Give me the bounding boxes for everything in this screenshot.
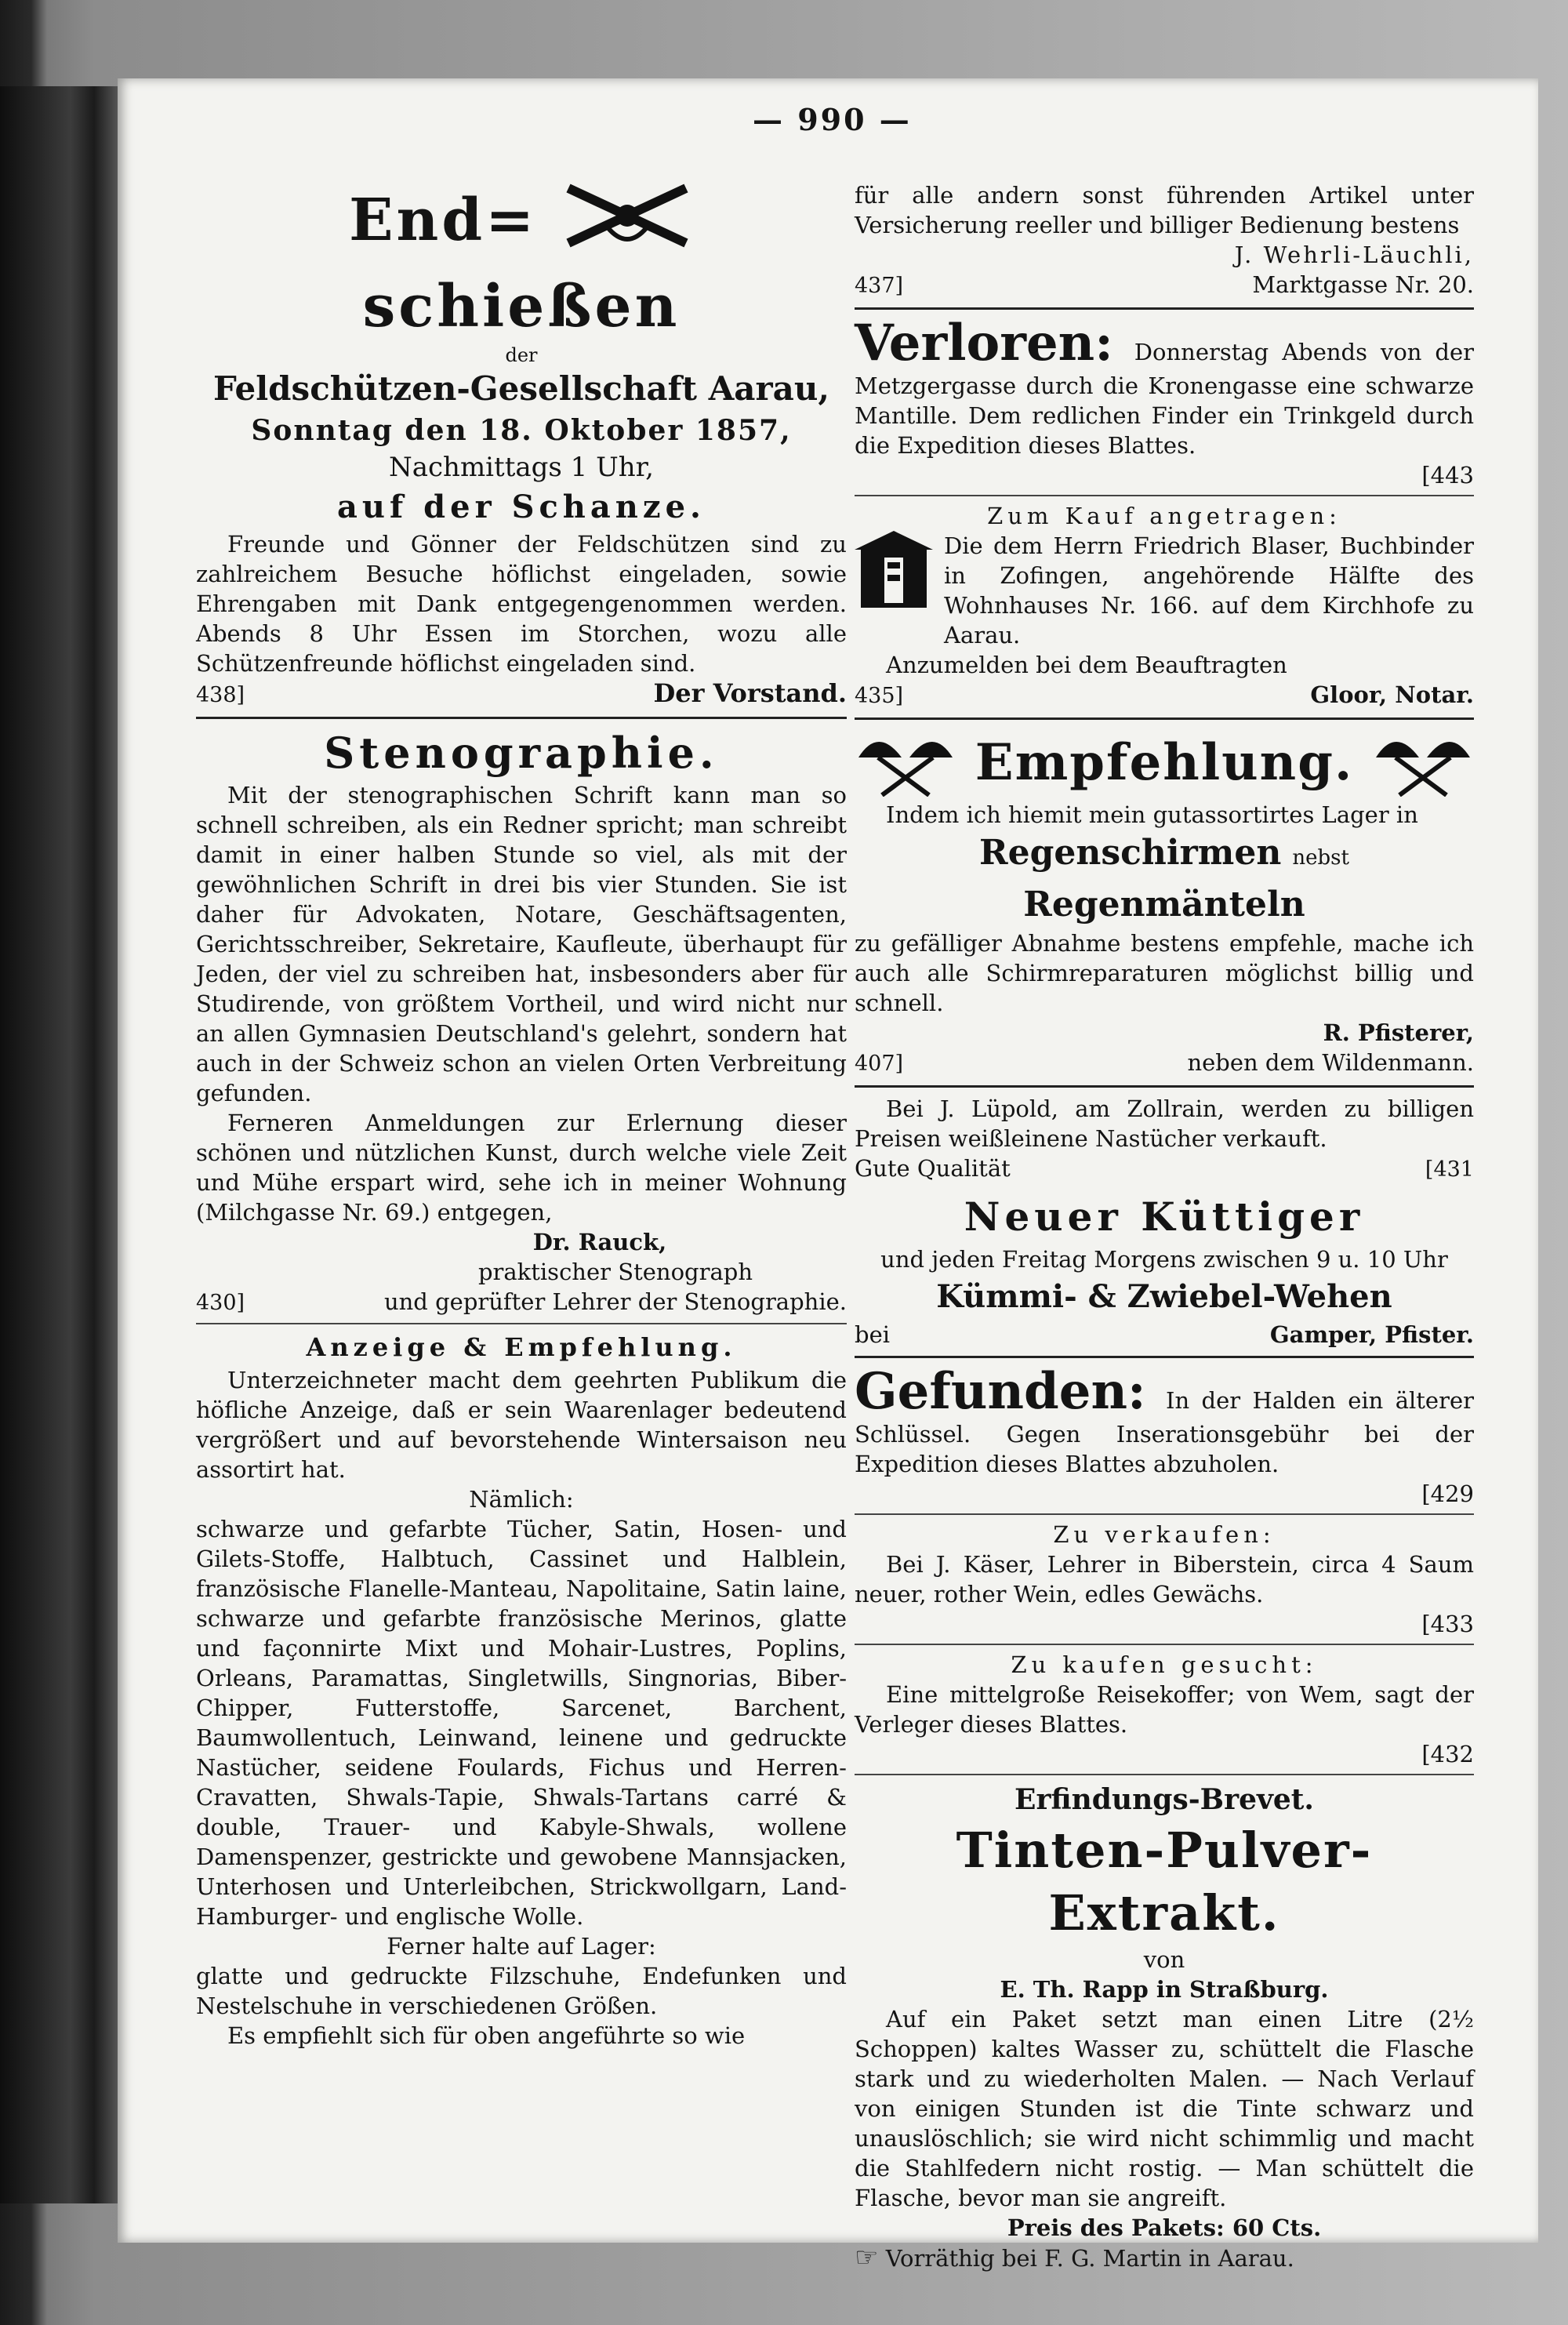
ad-title: Tinten-Pulver-Extrakt. [956,1822,1373,1942]
ad-signature-name: Dr. Rauck, [532,1229,667,1255]
ad-reference: 430] [196,1291,245,1315]
umbrella-icon [1372,726,1474,800]
divider [855,307,1474,310]
ad-apply: Anzumelden bei dem Beauftragten [886,652,1287,678]
umbrella-icon [855,726,956,800]
ad-reference: 437] [855,274,904,298]
ad-line: und jeden Freitag Morgens zwischen 9 u. 10 Uhr [880,1246,1448,1273]
ad-gefunden [855,1364,1474,1509]
ad-footer [855,1320,1474,1350]
ad-title: Neuer Küttiger [964,1193,1365,1240]
ad-name: R. Pfisterer, [1323,1019,1474,1046]
page-number: — 990 — [753,102,912,137]
title-part-a: End [349,187,486,254]
ad-signature-title: praktischer Stenograph [477,1259,753,1285]
divider [855,1356,1474,1358]
ad-title: Zu kaufen gesucht: [1011,1651,1318,1678]
ad-intro: Unterzeichneter macht dem geehrten Publikum die höfliche Anzeige, daß er sein Waarenlager bedeutend vergrößert und auf bevorstehende Wintersaison neu assortirt hat. [196,1367,847,1483]
ad-goods-a: Regenschirmen [979,833,1282,873]
ad-reference: [429 [1421,1480,1474,1507]
newspaper-page [118,78,1538,2273]
divider [196,1323,847,1324]
ad-goods-mid: nebst [1292,846,1349,870]
ad-title: Empfehlung. [975,733,1354,792]
divider [855,1085,1474,1088]
ad-date: Sonntag den 18. Oktober 1857, [251,414,792,447]
ad-place: auf der Schanze. [337,489,706,525]
ad-reference: 435] [855,684,904,708]
ad-anzeige-empfehlung [196,1329,847,2051]
ad-footer [855,270,1474,301]
right-column [855,180,1474,2278]
ad-headline: Verloren: [855,314,1113,372]
house-icon [855,531,933,650]
ad-price: Preis des Pakets: 60 Cts. [1007,2214,1322,2241]
ad-stock: Vorräthig bei F. G. Martin in Aarau. [885,2245,1294,2272]
ad-address: neben dem Wildenmann. [1187,1049,1474,1076]
title-part-b: schießen [362,273,681,340]
ad-text: zu gefälliger Abnahme bestens empfehle, mache ich auch alle Schirmreparaturen möglichst billig und schnell. [855,930,1474,1016]
ad-reference: [432 [1421,1741,1474,1767]
divider [855,717,1474,720]
ad-regenschirme [855,726,1474,1079]
ad-shoes: glatte und gedruckte Filzschuhe, Endefunken und Nestelschuhe in verschiedenen Größen. [196,1963,847,2019]
ad-text: In der Halden ein älterer Schlüssel. Gegen Inserationsgebühr bei der Expedition dieses Blattes abzuholen. [855,1387,1474,1477]
ad-reference: 407] [855,1052,904,1076]
ad-body: Freunde und Gönner der Feldschützen sind zu zahlreichem Besuche höflichst eingeladen, sowie Ehrengaben mit Dank entgegengenommen werden. Abends 8 Uhr Essen im Storchen, wozu alle Schützenfreunde höflichst eingeladen sind. [196,531,847,677]
ad-footer [855,680,1474,711]
ad-goods [855,830,1474,928]
ad-verloren [855,316,1474,490]
ad-nastuecher [855,1094,1474,1185]
ad-signature: Gloor, Notar. [1310,681,1474,708]
book-spine [0,86,118,2203]
ad-continuation [855,180,1474,301]
ad-time: Nachmittags 1 Uhr, [388,452,654,483]
ad-paragraph-2: Ferneren Anmeldungen zur Erlernung dieser schönen und nützlichen Kunst, durch welche viele Zeit und Mühe erspart wird, sehe ich in meiner Wohnung (Milchgasse Nr. 69.) entgegen, [196,1110,847,1226]
ad-goods-list: schwarze und gefarbte Tücher, Satin, Hosen- und Gilets-Stoffe, Halbtuch, Cassinet und Halblein, französische Flanelle-Manteau, Napolitaine, Satin laine, schwarze und gefarbte französische Merinos, glatte und façonnirte Mixt und Mohair-Lustres, Poplins, Orleans, Paramattas, Singletwills, Singnorias, Biber-Chipper, Futterstoffe, Sarcenet, Barchent, Baumwollentuch, Leinwand, leinene und gedruckte Nastücher, seidene Foulards, Fichus und Herren-Cravatten, Shwals-Tapie, Shwals-Tartans carré & double, Trauer- und Kabyle-Shwals, wollene Damenspenzer, gestrickte und gewobene Mannsjacken, Unterhosen und Unterleibchen, Strickwollgarn, Land- Hamburger- und englische Wolle. [196,1516,847,1930]
ad-signature-title-2: und geprüfter Lehrer der Stenographie. [383,1288,847,1315]
ad-zu-verkaufen [855,1520,1474,1639]
ad-text: Bei J. Lüpold, am Zollrain, werden zu billigen Preisen weißleinene Nastücher verkauft. [855,1095,1474,1152]
ad-reference: [431 [1425,1157,1474,1182]
ad-also: Ferner halte auf Lager: [387,1933,656,1960]
crossed-rifles-icon [561,180,694,269]
ad-bei: bei [855,1321,891,1348]
divider [855,1774,1474,1775]
ad-closing: Es empfiehlt sich für oben angeführte so wie [227,2022,746,2049]
ad-zum-kauf [855,501,1474,711]
ad-stenographie [196,725,847,1318]
ad-maker: E. Th. Rapp in Straßburg. [1000,1976,1329,2003]
ad-text: Auf ein Paket setzt man einen Litre (2½ Schoppen) kaltes Wasser zu, schüttelt die Flasche stark und zu wiederholten Malen. — Nach Verlauf von einigen Stunden ist die Tinte schwarz und unauslöschlich; sie wird nicht schimmlig und macht die Stahlfedern nicht rostig. — Man schüttelt die Flasche, bevor man sie angreift. [855,2006,1474,2211]
ad-endschiessen [196,180,847,710]
ad-stock-line [855,2243,1474,2273]
ad-headline: Gefunden: [855,1362,1146,1421]
ad-name: Gamper, Pfister. [1269,1321,1474,1348]
ad-product: Kümmi- & Zwiebel-Wehen [936,1278,1392,1315]
ad-zu-kaufen-gesucht [855,1650,1474,1769]
ad-quality: Gute Qualität [855,1155,1011,1182]
ad-society: Feldschützen-Gesellschaft Aarau, [212,369,830,408]
ad-text: Eine mittelgroße Reisekoffer; von Wem, sagt der Verleger dieses Blattes. [855,1681,1474,1738]
divider [855,495,1474,496]
divider [855,1644,1474,1645]
left-column [196,180,847,2055]
ad-namely: Nämlich: [469,1486,574,1513]
ad-text: für alle andern sonst führenden Artikel unter Versicherung reeller und billiger Bedienung bestens [855,182,1474,238]
ad-footer [196,1287,847,1318]
ad-reference: 438] [196,683,245,707]
ad-footer [196,678,847,710]
ad-reference: [443 [1421,462,1474,489]
ad-title: Stenographie. [324,728,719,778]
ad-address: Marktgasse Nr. 20. [1252,271,1474,298]
ad-tinten-pulver [855,1780,1474,2273]
ad-text: Die dem Herrn Friedrich Blaser, Buchbinder in Zofingen, angehörende Hälfte des Wohnhauses Nr. 166. auf dem Kirchhofe zu Aarau. [944,532,1474,648]
ad-brevet: Erfindungs-Brevet. [1014,1783,1314,1816]
ad-footer [855,1048,1474,1079]
ad-text: Bei J. Käser, Lehrer in Biberstein, circa 4 Saum neuer, rother Wein, edles Gewächs. [855,1551,1474,1608]
ad-title: Anzeige & Empfehlung. [306,1332,737,1362]
ad-title: Zum Kauf angetragen: [987,503,1341,529]
ad-von: von [1143,1946,1185,1973]
divider [855,1513,1474,1515]
ad-name: J. Wehrli-Läuchli, [1234,242,1474,268]
ad-der: der [505,344,538,366]
ad-text: Donnerstag Abends von der Metzgergasse durch die Kronengasse eine schwarze Mantille. Dem redlichen Finder ein Trinkgeld durch die Expedition dieses Blattes. [855,339,1474,459]
ad-kuettiger [855,1190,1474,1350]
ad-title: End= schießen [196,180,847,344]
ad-intro: Indem ich hiemit mein gutassortirtes Lager in [886,801,1418,828]
divider [196,717,847,719]
ad-goods-b: Regenmänteln [1023,885,1305,925]
pointing-hand-icon: ☞ [855,2242,879,2273]
ad-title: Zu verkaufen: [1053,1521,1276,1548]
ad-footer [855,1153,1474,1185]
ad-paragraph-1: Mit der stenographischen Schrift kann man so schnell schreiben, als ein Redner spricht; man schreibt damit in einer halben Stunde so viel, als mit der gewöhnlichen Schrift in drei bis vier Stunden. Sie ist daher für Advokaten, Notare, Geschäftsagenten, Gerichtsschreiber, Sekretaire, Kaufleute, überhaupt für Jeden, der viel zu schreiben hat, insbesonders aber für Studirende, von größtem Vortheil, und wird nicht nur an allen Gymnasien Deutschland's gelehrt, sondern hat auch in der Schweiz schon an vielen Orten Verbreitung gefunden. [196,782,847,1106]
ad-reference: [433 [1421,1611,1474,1637]
ad-signature: Der Vorstand. [653,678,847,708]
